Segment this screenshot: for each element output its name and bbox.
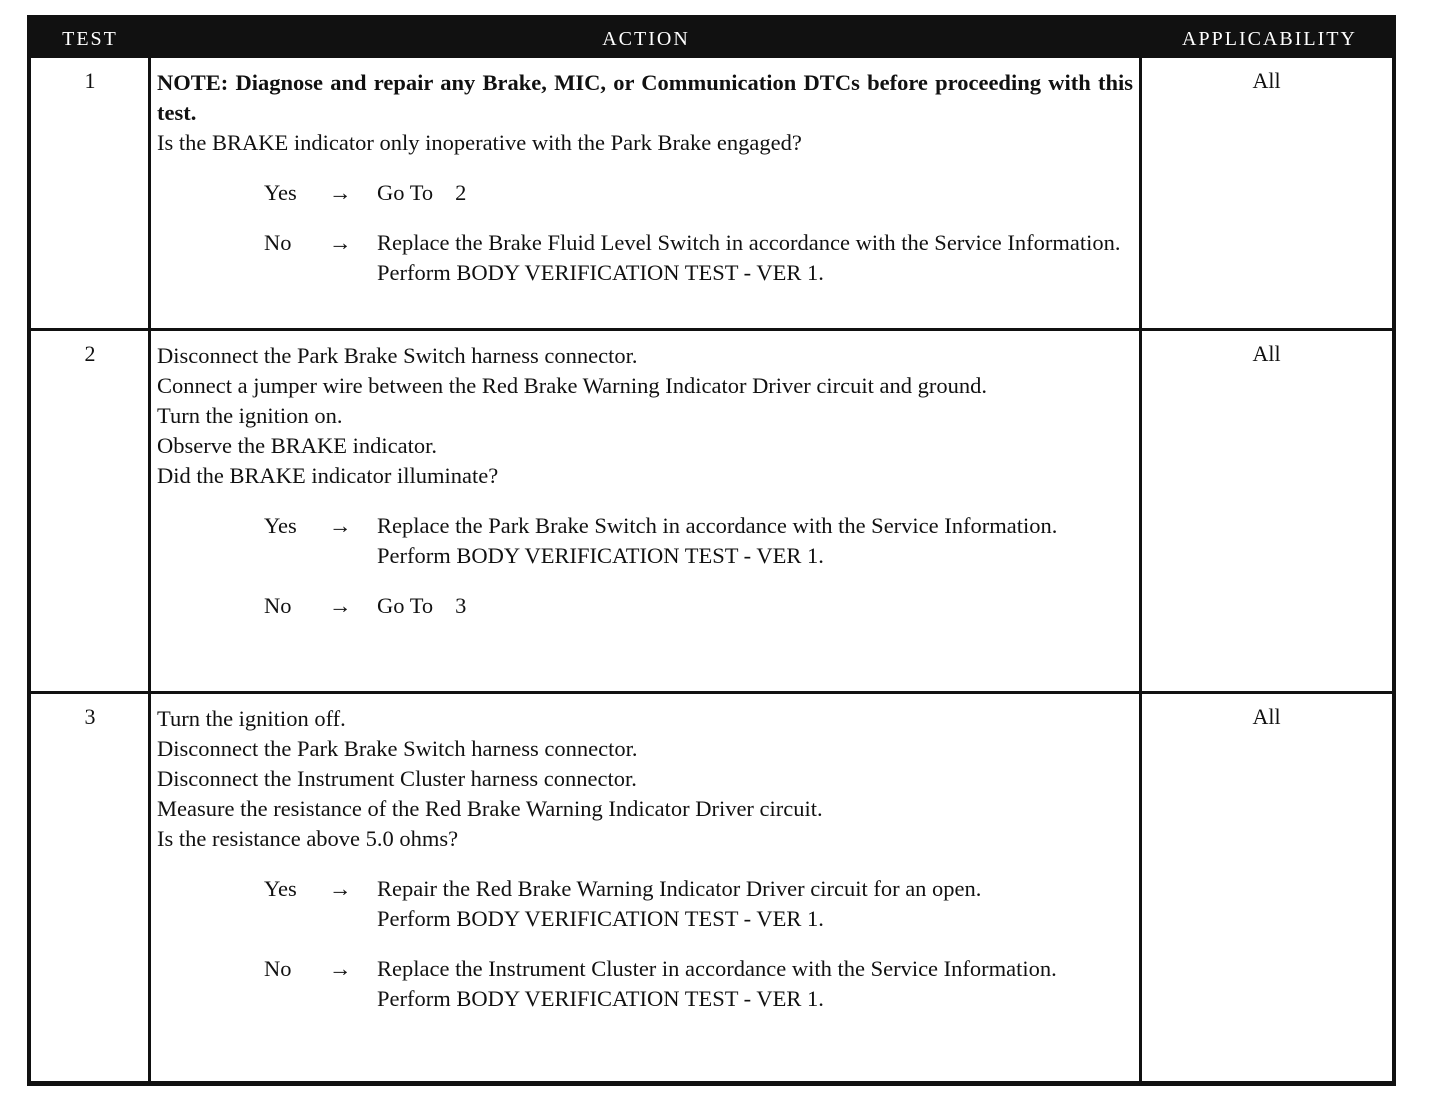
step-text: Measure the resistance of the Red Brake Warning Indicator Driver circuit. [157, 796, 823, 821]
table-row [31, 58, 1392, 328]
right-arrow-icon: → [329, 230, 352, 255]
perform-text: Perform BODY VERIFICATION TEST - VER 1. [377, 986, 824, 1011]
step-text: Observe the BRAKE indicator. [157, 433, 437, 458]
yes-label: Yes [264, 513, 297, 538]
applicability-value: All [1252, 704, 1281, 729]
right-arrow-icon: → [329, 180, 352, 205]
question-text: Did the BRAKE indicator illuminate? [157, 463, 499, 488]
perform-text: Perform BODY VERIFICATION TEST - VER 1. [377, 543, 824, 568]
step-text: Turn the ignition on. [157, 403, 343, 428]
header-action: ACTION [602, 28, 690, 50]
table-row [31, 331, 1392, 691]
perform-text: Perform BODY VERIFICATION TEST - VER 1. [377, 260, 824, 285]
applicability-value: All [1252, 341, 1281, 366]
no-label: No [264, 593, 292, 618]
goto-number: 2 [455, 180, 467, 205]
yes-label: Yes [264, 180, 297, 205]
goto-number: 3 [455, 593, 467, 618]
question-text: Is the BRAKE indicator only inoperative with the Park Brake engaged? [157, 130, 802, 155]
header-test: TEST [62, 28, 118, 50]
yes-response [157, 511, 1133, 571]
action-cell [157, 704, 1133, 1014]
applicability-value: All [1252, 68, 1281, 93]
action-cell [157, 68, 1133, 288]
response-text: Replace the Park Brake Switch in accordance with the Service Information. [377, 513, 1058, 538]
no-response [157, 591, 1133, 621]
step-text: Turn the ignition off. [157, 706, 346, 731]
yes-response [157, 874, 1133, 934]
right-arrow-icon: → [329, 876, 352, 901]
test-number: 2 [84, 341, 96, 366]
response-text: Replace the Instrument Cluster in accordance with the Service Information. [377, 956, 1057, 981]
goto-text: Go To [377, 593, 434, 618]
goto-text: Go To [377, 180, 434, 205]
diagnostic-test-table [27, 15, 1396, 1086]
question-text: Is the resistance above 5.0 ohms? [157, 826, 459, 851]
table-row [31, 694, 1392, 1079]
action-cell [157, 341, 1133, 621]
right-arrow-icon: → [329, 513, 352, 538]
right-arrow-icon: → [329, 593, 352, 618]
table-header [31, 19, 1392, 58]
no-label: No [264, 956, 292, 981]
no-label: No [264, 230, 292, 255]
header-applicability: APPLICABILITY [1182, 28, 1357, 50]
yes-label: Yes [264, 876, 297, 901]
no-response [157, 954, 1133, 1014]
perform-text: Perform BODY VERIFICATION TEST - VER 1. [377, 906, 824, 931]
right-arrow-icon: → [329, 956, 352, 981]
test-number: 1 [84, 68, 96, 93]
response-text: Replace the Brake Fluid Level Switch in accordance with the Service Information. [377, 230, 1121, 255]
response-text: Repair the Red Brake Warning Indicator Driver circuit for an open. [377, 876, 982, 901]
note-text: NOTE: Diagnose and repair any Brake, MIC, or Communication DTCs before proceeding with this test. [157, 70, 1133, 125]
step-text: Disconnect the Park Brake Switch harness connector. [157, 343, 638, 368]
no-response [157, 228, 1133, 288]
step-text: Connect a jumper wire between the Red Brake Warning Indicator Driver circuit and ground. [157, 373, 987, 398]
test-number: 3 [84, 704, 96, 729]
yes-response [157, 178, 1133, 208]
step-text: Disconnect the Park Brake Switch harness connector. [157, 736, 638, 761]
step-text: Disconnect the Instrument Cluster harness connector. [157, 766, 637, 791]
